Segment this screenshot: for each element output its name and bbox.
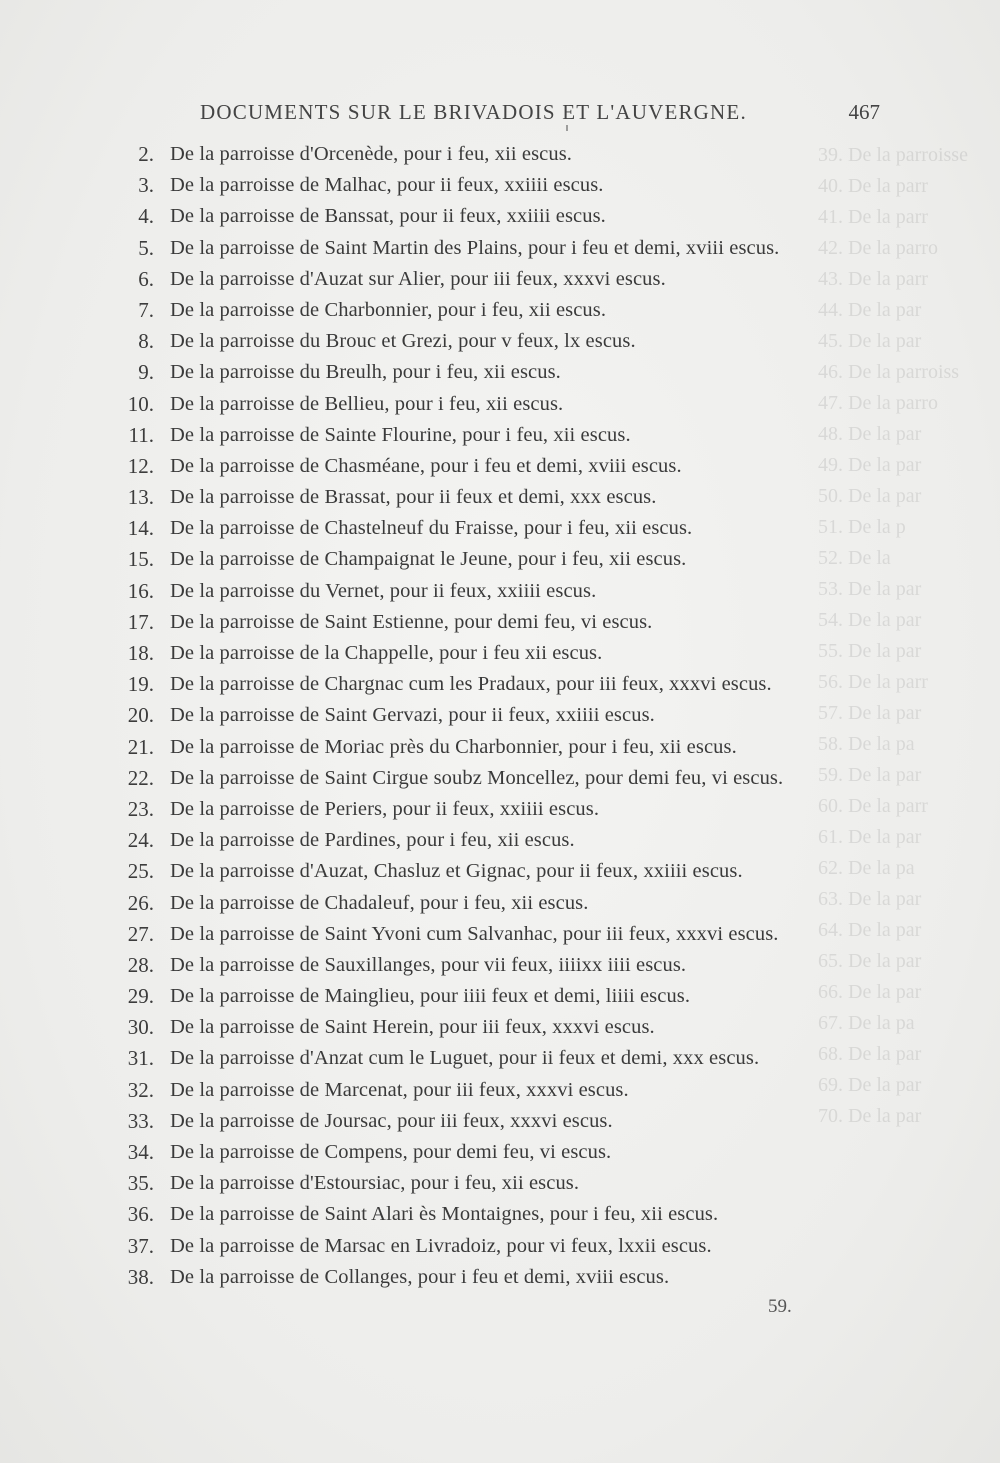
entry-number: 17.	[127, 609, 154, 634]
entry-text: De la parroisse de Mainglieu, pour iiii feux et demi, liiii escus.	[170, 985, 691, 1008]
entry-text: De la parroisse de Chastelneuf du Fraisse, pour i feu, xii escus.	[170, 517, 693, 540]
list-item	[100, 170, 890, 201]
list-item	[100, 420, 890, 451]
entry-number: 23.	[127, 796, 154, 821]
entry-text: De la parroisse de Bellieu, pour i feu, xii escus.	[170, 392, 564, 415]
list-item	[100, 1168, 890, 1199]
list-item	[100, 295, 890, 326]
entry-text: De la parroisse de Sauxillanges, pour vii feux, iiiixx iiii escus.	[170, 953, 687, 976]
list-item	[100, 888, 890, 919]
entry-number: 32.	[127, 1077, 154, 1102]
entry-number: 22.	[127, 765, 154, 790]
entry-text: De la parroisse de Chasméane, pour i feu et demi, xviii escus.	[170, 454, 682, 477]
entry-number: 35.	[127, 1171, 154, 1196]
entry-number: 18.	[127, 641, 154, 665]
entry-number: 9.	[138, 360, 154, 385]
entry-text: De la parroisse de Champaignat le Jeune, pour i feu, xii escus.	[170, 548, 687, 571]
list-item	[100, 700, 890, 731]
entry-text: De la parroisse du Brouc et Grezi, pour v feux, lx escus.	[170, 330, 636, 353]
entry-number: 4.	[138, 204, 154, 229]
entry-text: De la parroisse de Charbonnier, pour i feu, xii escus.	[170, 298, 607, 321]
list-item	[100, 763, 890, 794]
entry-text: De la parroisse d'Auzat, Chasluz et Gignac, pour ii feux, xxiiii escus.	[170, 860, 743, 883]
entry-text: De la parroisse de Chargnac cum les Pradaux, pour iii feux, xxxvi escus.	[170, 673, 772, 696]
bleed-through-text: 39. De la parroisse 40. De la parr 41. De la parr 42. De la parro 43. De la parr 44. De la par 45. De la par 46. De la parroiss 47. De la parro 48. De la par 49. De la par 50. De la par 51. De la p 52. De la 53. De la par 54. De la par 55. De la par 56. De la parr 57. De la par 58. De la pa 59. De la par 60. De la parr 61. De la par 62. De la pa 63. De la par 64. De la par 65. De la par 66. De la par 67. De la pa 68. De la par 69. De la par 70. De la par	[818, 144, 968, 1127]
entry-number: 37.	[127, 1233, 154, 1258]
running-header	[200, 100, 880, 130]
entry-number: 30.	[127, 1015, 154, 1040]
entry-text: De la parroisse de Marcenat, pour iii feux, xxxvi escus.	[170, 1078, 629, 1101]
entry-text: De la parroisse de Saint Martin des Plains, pour i feu et demi, xviii escus.	[170, 236, 780, 259]
entry-number: 33.	[127, 1108, 154, 1133]
entry-number: 28.	[127, 952, 154, 977]
entry-text: De la parroisse de Pardines, pour i feu, xii escus.	[170, 829, 575, 852]
entry-text: De la parroisse de Marsac en Livradoiz, pour vi feux, lxxii escus.	[170, 1234, 712, 1257]
entry-number: 10.	[127, 391, 154, 416]
list-item	[100, 607, 890, 638]
entry-number: 25.	[127, 859, 154, 884]
entry-text: De la parroisse de Sainte Flourine, pour i feu, xii escus.	[170, 423, 631, 446]
entry-text: De la parroisse du Breulh, pour i feu, xii escus.	[170, 361, 561, 384]
entry-text: De la parroisse d'Estoursiac, pour i feu, xii escus.	[170, 1172, 580, 1195]
list-item	[100, 513, 890, 544]
list-item	[100, 357, 890, 388]
list-item	[100, 732, 890, 763]
entry-text: De la parroisse d'Auzat sur Alier, pour iii feux, xxxvi escus.	[170, 267, 666, 290]
entry-number: 24.	[127, 828, 154, 853]
entry-text: De la parroisse de Saint Gervazi, pour ii feux, xxiiii escus.	[170, 704, 655, 727]
entry-text: De la parroisse de Chadaleuf, pour i feu, xii escus.	[170, 891, 589, 914]
entry-text: De la parroisse de Compens, pour demi feu, vi escus.	[170, 1141, 612, 1163]
list-item	[100, 638, 890, 669]
entry-number: 36.	[127, 1202, 154, 1227]
list-item	[100, 856, 890, 887]
list-item	[100, 544, 890, 575]
page-number: 467	[848, 100, 880, 124]
list-item	[100, 1106, 890, 1137]
entry-number: 20.	[127, 703, 154, 728]
list-item	[100, 1043, 890, 1074]
list-item	[100, 233, 890, 264]
entry-number: 15.	[127, 547, 154, 572]
entry-text: De la parroisse de Collanges, pour i feu et demi, xviii escus.	[170, 1265, 670, 1288]
entry-number: 7.	[138, 297, 154, 322]
entry-number: 5.	[138, 235, 154, 260]
list-item	[100, 139, 890, 170]
list-item	[100, 1075, 890, 1106]
list-item	[100, 1137, 890, 1168]
list-item	[100, 794, 890, 825]
entry-number: 13.	[127, 485, 154, 510]
entry-number: 11.	[128, 422, 154, 447]
list-item	[100, 264, 890, 295]
signature-mark: 59.	[768, 1296, 792, 1317]
list-item	[100, 451, 890, 482]
entry-text: De la parroisse de Joursac, pour iii feux, xxxvi escus.	[170, 1109, 613, 1132]
entry-number: 8.	[138, 329, 154, 354]
entry-text: De la parroisse de Saint Yvoni cum Salvanhac, pour iii feux, xxxvi escus.	[170, 922, 779, 945]
entry-number: 19.	[127, 672, 154, 697]
list-item	[100, 919, 890, 950]
entry-number: 27.	[127, 921, 154, 946]
header-title: DOCUMENTS SUR LE BRIVADOIS ET L'AUVERGNE.	[200, 100, 747, 124]
entry-number: 26.	[127, 890, 154, 915]
entry-text: De la parroisse de Banssat, pour ii feux, xxiiii escus.	[170, 205, 606, 228]
entry-number: 34.	[127, 1140, 154, 1164]
entry-text: De la parroisse du Vernet, pour ii feux, xxiiii escus.	[170, 579, 597, 602]
list-item	[100, 1231, 890, 1262]
entry-text: De la parroisse de Saint Estienne, pour demi feu, vi escus.	[170, 610, 653, 633]
ink-mark	[566, 125, 568, 131]
list-item	[100, 950, 890, 981]
list-item	[100, 1199, 890, 1230]
entry-text: De la parroisse de Saint Herein, pour iii feux, xxxvi escus.	[170, 1016, 655, 1039]
entry-number: 29.	[127, 984, 154, 1009]
list-item	[100, 389, 890, 420]
entry-text: De la parroisse de Moriac près du Charbonnier, pour i feu, xii escus.	[170, 735, 737, 758]
entry-number: 21.	[127, 734, 154, 759]
list-item	[100, 981, 890, 1012]
list-item	[100, 482, 890, 513]
list-item	[100, 825, 890, 856]
entry-text: De la parroisse de Periers, pour ii feux, xxiiii escus.	[170, 797, 600, 820]
entry-number: 12.	[127, 453, 154, 478]
entry-number: 2.	[138, 142, 154, 166]
entry-number: 16.	[127, 578, 154, 603]
list-item	[100, 326, 890, 357]
list-item	[100, 669, 890, 700]
entry-text: De la parroisse de Brassat, pour ii feux et demi, xxx escus.	[170, 486, 657, 509]
list-item	[100, 1262, 890, 1293]
parish-list	[100, 139, 890, 1293]
entry-text: De la parroisse de Saint Cirgue soubz Moncellez, pour demi feu, vi escus.	[170, 766, 784, 789]
entry-text: De la parroisse de la Chappelle, pour i feu xii escus.	[170, 642, 603, 664]
entry-text: De la parroisse d'Anzat cum le Luguet, pour ii feux et demi, xxx escus.	[170, 1047, 760, 1070]
list-item	[100, 576, 890, 607]
list-item	[100, 201, 890, 232]
entry-number: 6.	[138, 266, 154, 291]
entry-number: 3.	[138, 173, 154, 198]
entry-number: 14.	[127, 516, 154, 541]
entry-text: De la parroisse d'Orcenède, pour i feu, xii escus.	[170, 143, 573, 165]
list-item	[100, 1012, 890, 1043]
entry-text: De la parroisse de Malhac, pour ii feux, xxiiii escus.	[170, 174, 604, 197]
entry-text: De la parroisse de Saint Alari ès Montaignes, pour i feu, xii escus.	[170, 1203, 719, 1226]
entry-number: 38.	[127, 1264, 154, 1289]
entry-number: 31.	[127, 1046, 154, 1071]
